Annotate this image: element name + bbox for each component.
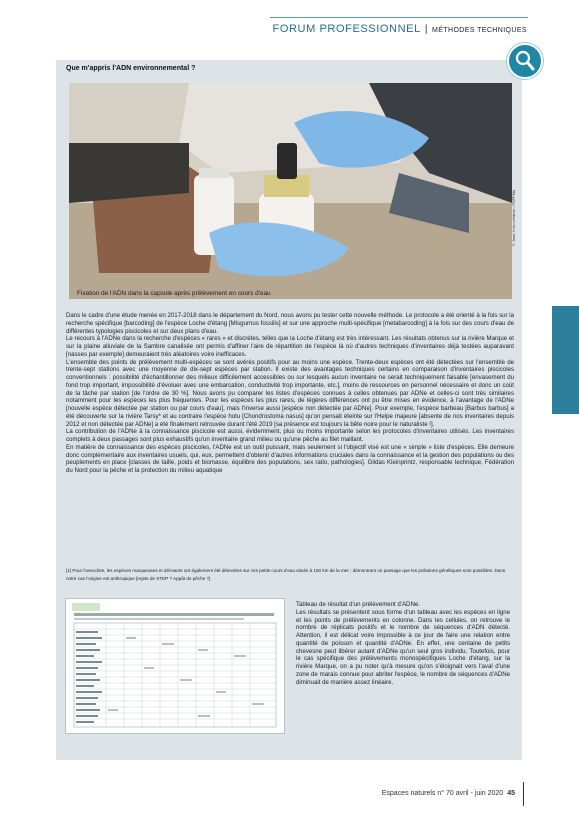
body-paragraph: La contribution de l'ADNe à la connaissance piscicole est aussi, évidemment, plus ou moins importante selon les protocoles d'inventaires utilisés. Les inventaires complets à deux passages sont plus exhaustifs qu'un inventaire grand milieu ou qu'une pêche au filet maillant. bbox=[66, 428, 514, 443]
body-paragraph: Dans le cadre d'une étude menée en 2017-2018 dans le département du Nord, nous avons pu tester cette nouvelle méthode. Le protocole a été orienté à la fois sur la recherche spécifique [barcoding] de l'espèce Loche d'étang [Misgurnus fossilis] et sur une approche multi-spécifique [metabarcoding] à la fois sur des cours d'eau de différentes typologies piscicoles et sur deux plans d'eau. bbox=[66, 312, 514, 335]
header-rule bbox=[270, 17, 528, 18]
header-separator: | bbox=[424, 24, 429, 35]
footer-rule bbox=[523, 782, 524, 806]
body-paragraph: En matière de connaissance des espèces piscicoles, l'ADNe est un outil puissant, mais seulement si l'objectif visé est une « simple » liste d'espèces. Elle demeure donc complémentaire aux inventaires usuels, qui, eux, permettent d'obtenir d'autres informations cruciales dans la connaissance et la gestion des populations ou des peuplements en place [classes de taille, poids et biomasse, équilibre des populations, sex ratio, pathologies]. Gildas Kleinprintz, responsable technique, Fédération du Nord pour la pêche et la protection du milieu aquatique bbox=[66, 443, 514, 474]
running-header bbox=[273, 23, 528, 35]
page-footer bbox=[382, 790, 515, 797]
table-caption-title: Tableau de résultat d'un prélèvement d'ADNe. bbox=[296, 601, 420, 608]
footnote: [1] Pour l'anecdote, les espèces marqueuses et dérivants ont également été détectées sur ces petits cours d'eau situés à 150 km de la mer ; démontrant un passage que les pollutions génétiques sont possibles. Dans notre cas l'origine est anthropique [rejets de STEP ? Appât de pêche ?] bbox=[66, 568, 506, 581]
page-number: 45 bbox=[507, 790, 515, 797]
side-tab bbox=[552, 306, 579, 414]
magnifier-icon bbox=[507, 43, 543, 79]
photo-caption: Fixation de l'ADN dans la capsule après prélèvement en cours d'eau bbox=[77, 290, 271, 297]
body-paragraph: L'ensemble des points de prélèvement multi-espèces se sont avérés positifs pour au moins une espèce. Trente-deux espèces ont été détectées sur l'ensemble de trente-sept stations avec une moyenne de dix-sept espèces par station. Il existe des avantages techniques certains en comparaison d'inventaires piscicoles conventionnels : possibilité d'échantillonner des milieux difficilement accessibles ou sur lesquels aucun inventaire ne serait techniquement faisable [envasement du fond trop important, impossibilité d'évoluer avec une embarcation, conductivité trop importante, etc.], moins de ressources en personnel nécessaire et donc un coût de la tâche par station [de l'ordre de 30 %]. Nous avons pu comparer les listes d'espèces connues à celles obtenues par ADNe et celles-ci sont très similaires notamment pour les espèces les plus fréquentes. Pour les espèces les plus rares, de légères différences ont pu être mises en évidence, à l'avantage de l'ADNe [nouvelle espèce détectée par station ou par cours d'eau], mais l'inverse aussi [espèce non détectée par ADNe]. Pour exemple, l'espèce barbeau [Barbus barbus] a été découverte sur la rivière Tarsy* et au contraire l'espèce hotu [Chondrostoma nasus] qu'on pensait éteinte sur l'Helpe majeure [absente de nos inventaires depuis 2012 et non détectée par ADNe] a été finalement retrouvée durant l'été 2019 [sa présence est toujours la bête noire pour le naturaliste !]. bbox=[66, 358, 514, 428]
panel-title: Que m'appris l'ADN environnemental ? bbox=[66, 65, 196, 72]
body-paragraph: Le recours à l'ADNe dans la recherche d'espèces « rares » et discrètes, telles que la Loche d'étang est très intéressant. Les résultats obtenus sur la rivière Marque et sur la plaine alluviale de la Sambre canalisée ont permis d'affiner l'aire de répartition de l'espèce là où d'autres techniques d'inventaires déjà testées auparavant [nasses par exemple] demeuraient très aléatoires voire inefficaces. bbox=[66, 335, 514, 358]
photo-credit: © Jean-Yves Lefebvre / FDPPMA bbox=[512, 189, 516, 246]
field-sampling-photo bbox=[69, 83, 512, 299]
article-body bbox=[66, 312, 514, 475]
subsection-title: MÉTHODES TECHNIQUES bbox=[432, 27, 527, 34]
table-caption-body: Les résultats se présentent sous forme d'un tableau avec les espèces en ligne et les points de prélèvements en colonne. Dans les cellules, on retrouve le nombre de réplicats positifs et le nombre de séquences d'ADN détecté. Attention, il est délicat voire impossible à ce jour de faire une relation entre quantité de poisson et quantité d'ADNe. En effet, une centaine de petits chevesne peut libérer autant d'ADNe qu'un seul gros individu. Toutefois, pour le cas spécifique des prélèvements monospécifiques Loche d'étang, sur la rivière Marque, on a pu noter qu'à mesure qu'on s'éloignait vers l'aval d'une zone de marais connue pour abriter l'espèce, le nombre de séquences d'ADNe diminuait de manière assez linéaire. bbox=[296, 608, 510, 686]
journal-reference: Espaces naturels n° 70 avril - juin 2020 bbox=[381, 790, 504, 797]
table-caption bbox=[296, 601, 510, 686]
section-title: FORUM PROFESSIONNEL bbox=[272, 23, 421, 35]
results-table-image bbox=[65, 598, 285, 734]
results-table-illustration bbox=[66, 599, 284, 733]
photo-illustration bbox=[69, 83, 512, 299]
